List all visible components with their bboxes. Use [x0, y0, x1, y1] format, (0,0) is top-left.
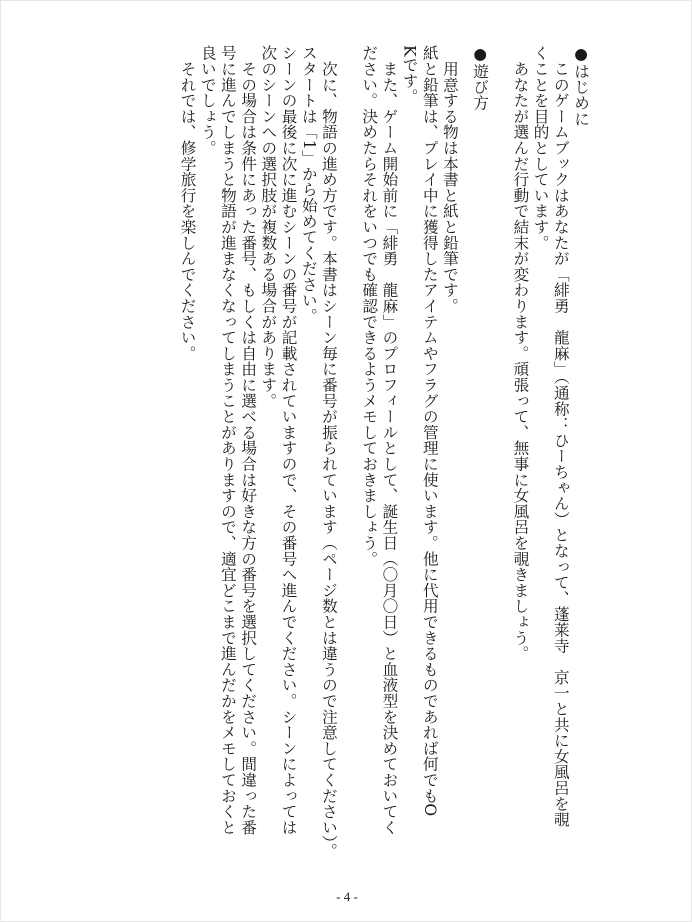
paragraph-line: このゲームブックはあなたが「緋勇 龍麻」（通称：ひーちゃん）となって、蓬莱寺 京一と共に女風呂を覗 [551, 45, 570, 828]
paragraph-line: 次のシーンへの選択肢が複数ある場合があります。 [259, 45, 278, 409]
paragraph-spacer [339, 45, 359, 835]
paragraph-line: くことを目的としています。 [531, 45, 550, 251]
paragraph-line: その場合は条件にあった番号、もしくは自由に選べる場合は好きな方の番号を選択してください。間違った番 [239, 45, 258, 835]
vertical-text-body [177, 45, 591, 859]
paragraph-line: ださい。決めたらそれをいつでも確認できるようメモしておきましょう。 [360, 45, 379, 567]
heading-spacer [460, 45, 470, 835]
paragraph-line: Kです。 [400, 45, 419, 105]
paragraph-line: 良いでしょう。 [198, 45, 217, 156]
paragraph-line: また、ゲーム開始前に「緋勇 龍麻」のプロフィールとして、誕生日（〇月〇日）と血液型を決めておいてく [380, 45, 399, 835]
paragraph-line: シーンの最後に次に進むシーンの番号が記載されていますので、その番号へ進んでください。シーンによっては [279, 45, 298, 835]
paragraph-line: 用意する物は本書と紙と鉛筆です。 [440, 45, 459, 314]
paragraph-line: 紙と鉛筆は、プレイ中に獲得したアイテムやフラグの管理に使います。他に代用できるものであれば何でもO [420, 45, 439, 817]
paragraph-line: あなたが選んだ行動で結末が変わります。頑張って、無事に女風呂を覗きましょう。 [511, 45, 530, 662]
paragraph-line: スタートは「1」から始めてください。 [299, 45, 318, 324]
paragraph-line: 号に進んでしまうと物語が進まなくなってしまうことがありますので、適宜どこまで進んだかをメモしておくと [218, 45, 237, 835]
paragraph-line: それでは、修学旅行を楽しんでください。 [178, 45, 197, 361]
page-number: - 4 - [336, 889, 358, 904]
section-spacer [490, 45, 510, 835]
section-heading-introduction: ●はじめに [572, 45, 590, 127]
section-heading-how-to-play: ●遊び方 [471, 45, 490, 111]
paragraph-line: 次に、物語の進め方です。本書はシーン毎に番号が振られています（ページ数とは違うので注意してください）。 [319, 45, 338, 859]
